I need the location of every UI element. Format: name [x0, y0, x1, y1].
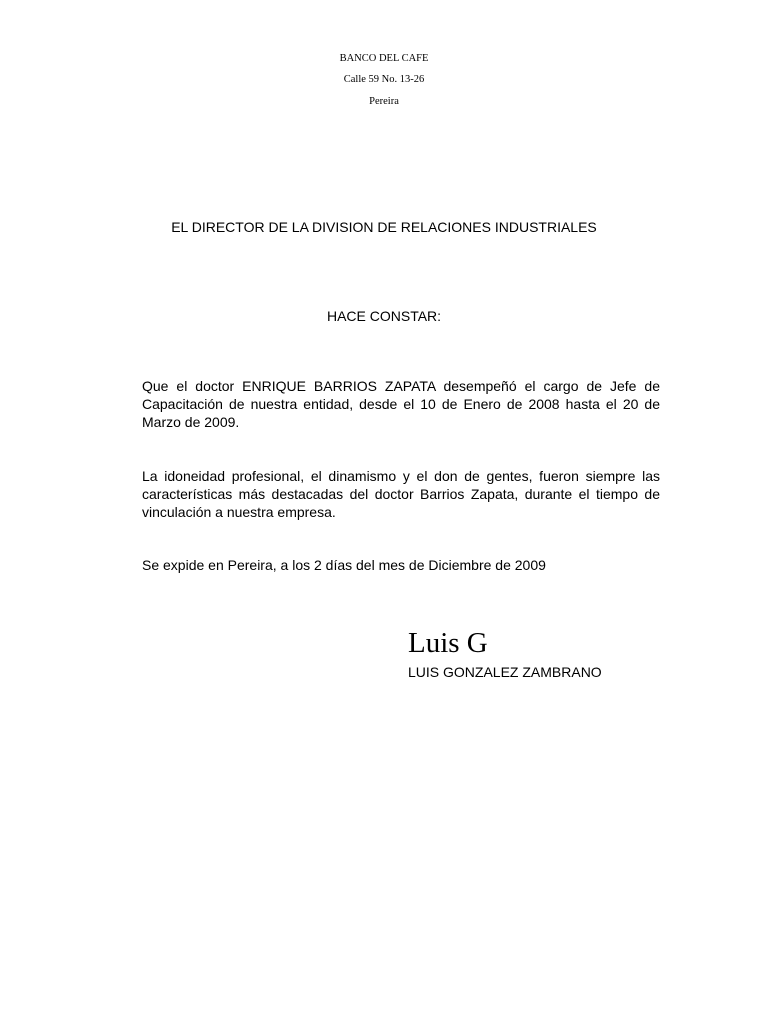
body-paragraph-issue-date: Se expide en Pereira, a los 2 días del mes de Diciembre de 2009	[142, 557, 546, 573]
letterhead-address: Calle 59 No. 13-26	[343, 74, 425, 85]
body-paragraph-qualities: La idoneidad profesional, el dinamismo y el don de gentes, fueron siempre las características más destacadas del doctor Barrios Zapata, durante el tiempo de vinculación a nuestra empresa.	[142, 468, 660, 520]
signer-printed-name: LUIS GONZALEZ ZAMBRANO	[408, 664, 602, 680]
handwritten-signature: Luis G	[408, 627, 488, 659]
letterhead-bank-name: BANCO DEL CAFE	[339, 53, 429, 64]
declaration-heading: HACE CONSTAR:	[326, 308, 442, 324]
body-paragraph-employment: Que el doctor ENRIQUE BARRIOS ZAPATA desempeñó el cargo de Jefe de Capacitación de nuestra entidad, desde el 10 de Enero de 2008 hasta el 20 de Marzo de 2009.	[142, 378, 660, 430]
letterhead-city: Pereira	[369, 96, 399, 107]
document-title: EL DIRECTOR DE LA DIVISION DE RELACIONES INDUSTRIALES	[171, 219, 597, 235]
